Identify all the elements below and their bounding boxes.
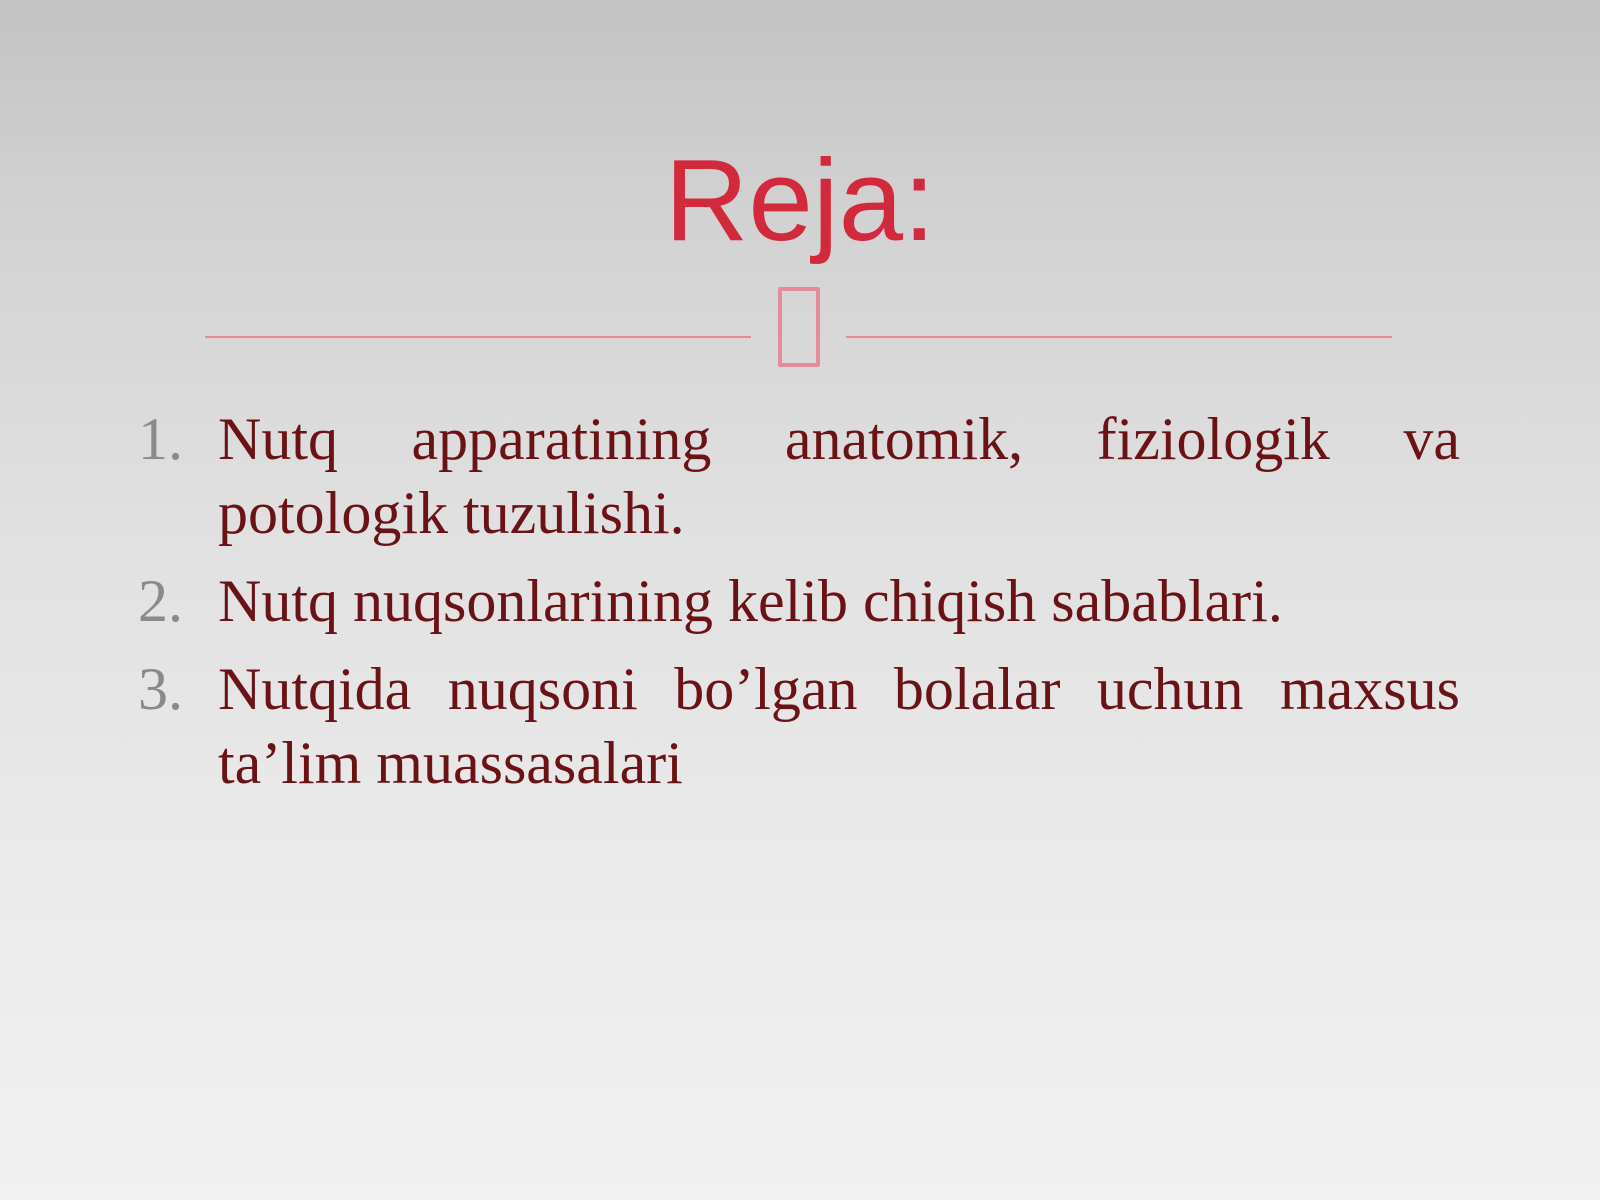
list-item-text: Nutq nuqsonlarining kelib chiqish sabablari. <box>218 568 1283 634</box>
list-item-number: 2. <box>138 568 183 634</box>
list-item <box>130 652 1460 800</box>
list-item <box>130 564 1460 638</box>
slide-title: Reja: <box>664 135 936 265</box>
plan-list <box>130 402 1460 814</box>
list-item-text: Nutq apparatining anatomik, fiziologik va potologik tuzulishi. <box>218 406 1460 546</box>
list-item-number: 1. <box>138 406 183 472</box>
list-item-number: 3. <box>138 656 183 722</box>
list-item-text: Nutqida nuqsoni bo’lgan bolalar uchun maxsus ta’lim muassasalari <box>218 656 1460 796</box>
rectangle-ornament-icon <box>778 287 820 367</box>
divider-line-right <box>846 336 1392 338</box>
divider-line-left <box>205 336 751 338</box>
list-item <box>130 402 1460 550</box>
